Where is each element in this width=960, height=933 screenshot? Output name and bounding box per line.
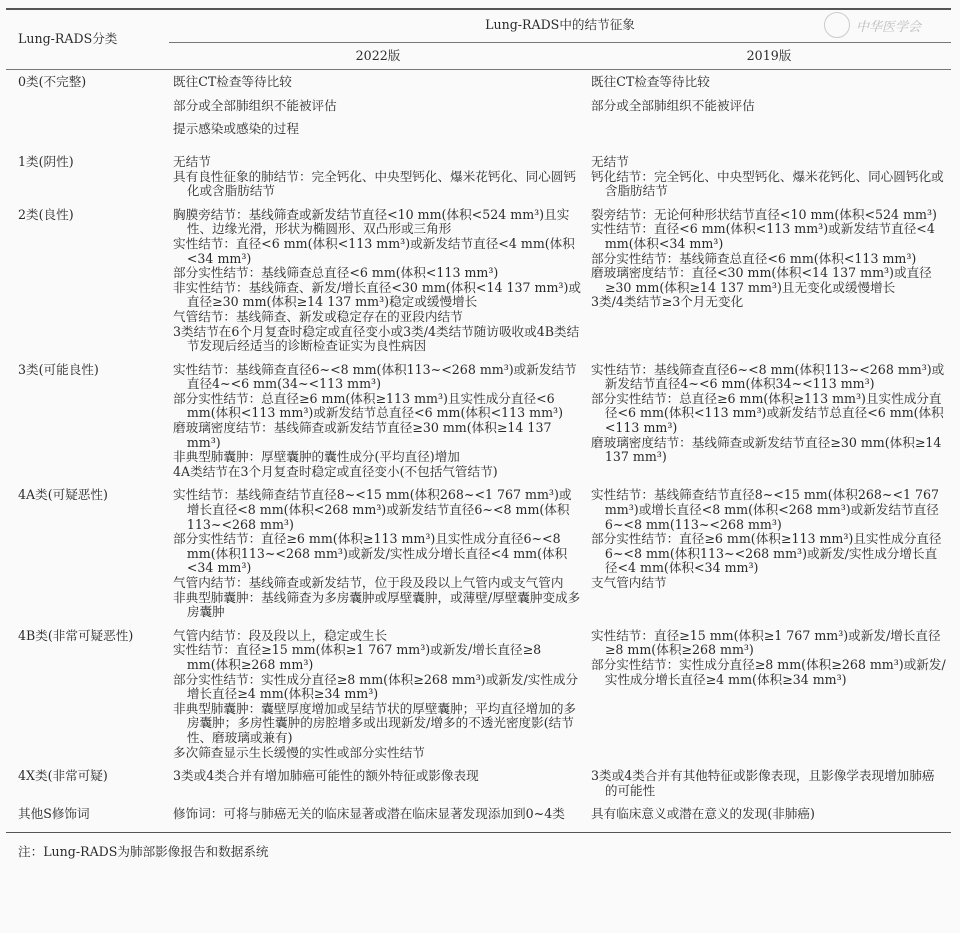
criterion-item: 实性结节：直径≥15 mm(体积≥1 767 mm³)或新发/增长直径≥8 mm(体积≥268 mm³)	[173, 642, 542, 672]
v2022-cell	[169, 624, 587, 764]
watermark-logo: 中华医学会	[824, 12, 921, 38]
criterion-item: 实性结节：基线筛查结节直径8~<15 mm(体积268~<1 767 mm³)或增长直径<8 mm(体积<268 mm³)或新发结节直径6~<8 mm(体积113~<268 mm³)	[173, 487, 572, 532]
criterion-item: 胸膜旁结节：基线筛查或新发结节直径<10 mm(体积<524 mm³)且实性、边缘光滑，形状为椭圆形、双凸形或三角形	[173, 206, 570, 237]
criterion-item: 3类或4类合并有增加肺癌可能性的额外特征或影像表现	[173, 768, 479, 784]
criterion-item: 4A类结节在3个月复查时稳定或直径变小(不包括气管结节)	[173, 463, 498, 479]
criterion-item: 非典型肺囊肿：厚壁囊肿的囊性成分(平均直径)增加	[173, 449, 460, 465]
table-note: 注：Lung-RADS为肺部影像报告和数据系统	[18, 843, 269, 859]
header-2022: 2022版	[169, 42, 587, 70]
criterion-item: 非实性结节：基线筛查、新发/增长直径<30 mm(体积<14 137 mm³)或直径≥30 mm(体积≥14 137 mm³)稳定或缓慢增长	[173, 279, 581, 310]
v2022-cell	[169, 203, 587, 358]
table-row	[6, 802, 951, 832]
criterion-item: 钙化结节：完全钙化、中央型钙化、爆米花钙化、同心圆钙化或含脂肪结节	[591, 168, 944, 199]
v2022-cell	[169, 802, 587, 832]
v2019-cell	[587, 802, 951, 832]
criterion-item: 磨玻璃密度结节：基线筛查或新发结节直径≥30 mm(体积≥14 137 mm³)	[591, 434, 942, 465]
seal-icon	[824, 12, 850, 38]
criterion-item: 磨玻璃密度结节：直径<30 mm(体积<14 137 mm³)或直径≥30 mm(体积≥14 137 mm³)且无变化或缓慢增长	[591, 265, 932, 295]
table-row	[6, 358, 951, 484]
v2022-cell	[169, 358, 587, 484]
header-group: Lung-RADS中的结节征象	[169, 9, 951, 42]
criterion-item: 部分实性结节：总直径≥6 mm(体积≥113 mm³)且实性成分直径<6 mm(体积<113 mm³)或新发结节总直径<6 mm(体积<113 mm³)	[173, 390, 564, 421]
criterion-item: 部分实性结节：实性成分直径≥8 mm(体积≥268 mm³)或新发/实性成分增长直径≥4 mm(体积≥34 mm³)	[591, 656, 946, 687]
table-row	[6, 150, 951, 203]
v2019-cell	[587, 150, 951, 203]
criterion-item: 支气管内结节	[591, 575, 667, 590]
criterion-item: 多次筛查显示生长缓慢的实性或部分实性结节	[173, 744, 425, 760]
criterion-item: 部分实性结节：直径≥6 mm(体积≥113 mm³)且实性成分直径6~<8 mm(体积113~<268 mm³)或新发/实性成分增长直径<4 mm(体积<34 mm³)	[591, 531, 942, 576]
criterion-item: 无结节	[591, 153, 629, 169]
criterion-item: 具有良性征象的肺结节：完全钙化、中央型钙化、爆米花钙化、同心圆钙化或含脂肪结节	[173, 168, 576, 199]
criterion-item: 3类/4类结节≥3个月无变化	[591, 294, 744, 310]
criterion-item: 3类结节在6个月复查时稳定或直径变小或3类/4类结节随访吸收或4B类结节发现后经适当的诊断检查证实为良性病因	[173, 323, 580, 354]
v2019-cell	[587, 764, 951, 802]
table-row	[6, 70, 951, 150]
criterion-item: 裂旁结节：无论何种形状结节直径<10 mm(体积<524 mm³)	[591, 206, 937, 222]
criterion-item: 部分或全部肺组织不能被评估	[173, 97, 337, 113]
v2019-cell	[587, 70, 951, 150]
criterion-item: 实性结节：基线筛查直径6~<8 mm(体积113~<268 mm³)或新发结节直径4~<6 mm(体积34~<113 mm³)	[591, 361, 945, 392]
table-row	[6, 483, 951, 623]
v2019-cell	[587, 624, 951, 764]
criterion-item: 部分实性结节：实性成分直径≥8 mm(体积≥268 mm³)或新发/实性成分增长直径≥4 mm(体积≥34 mm³)	[173, 671, 579, 702]
criterion-item: 非典型肺囊肿：基线筛查为多房囊肿或厚壁囊肿，或薄壁/厚壁囊肿变成多房囊肿	[173, 589, 581, 620]
criterion-item: 部分或全部肺组织不能被评估	[591, 97, 755, 113]
criterion-item: 磨玻璃密度结节：基线筛查或新发结节直径≥30 mm(体积≥14 137 mm³)	[173, 420, 552, 450]
category-cell: 4B类(非常可疑恶性)	[18, 627, 134, 643]
criterion-item: 实性结节：直径<6 mm(体积<113 mm³)或新发结节直径<4 mm(体积<34 mm³)	[591, 221, 935, 251]
criterion-item: 实性结节：基线筛查结节直径8~<15 mm(体积268~<1 767 mm³)或增长直径<8 mm(体积<268 mm³)或新发结节直径6~<8 mm(113~<268 mm³)	[591, 487, 940, 532]
criterion-item: 实性结节：直径≥15 mm(体积≥1 767 mm³)或新发/增长直径≥8 mm(体积≥268 mm³)	[591, 627, 941, 658]
table-row	[6, 624, 951, 764]
header-2019: 2019版	[587, 42, 951, 70]
v2019-cell	[587, 483, 951, 623]
v2019-cell	[587, 203, 951, 358]
category-cell: 0类(不完整)	[18, 74, 87, 90]
v2022-cell	[169, 764, 587, 802]
criterion-item: 既往CT检查等待比较	[173, 74, 292, 90]
criterion-item: 无结节	[173, 153, 211, 169]
document	[6, 0, 951, 860]
criterion-item: 部分实性结节：基线筛查总直径<6 mm(体积<113 mm³)	[173, 265, 499, 281]
criterion-item: 3类或4类合并有其他特征或影像表现，且影像学表现增加肺癌的可能性	[591, 768, 935, 798]
category-cell: 2类(良性)	[18, 206, 74, 222]
criterion-item: 提示感染或感染的过程	[173, 121, 299, 137]
criterion-item: 具有临床意义或潜在意义的发现(非肺癌)	[591, 806, 815, 822]
v2022-cell	[169, 150, 587, 203]
criterion-item: 非典型肺囊肿：囊壁厚度增加或呈结节状的厚壁囊肿；平均直径增加的多房囊肿；多房性囊肿的房腔增多或出现新发/增多的不透光密度影(结节性、磨玻璃或兼有)	[173, 700, 576, 745]
category-cell: 4A类(可疑恶性)	[18, 487, 108, 503]
v2022-cell	[169, 70, 587, 150]
criterion-item: 部分实性结节：直径≥6 mm(体积≥113 mm³)且实性成分直径6~<8 mm(体积113~<268 mm³)或新发/实性成分增长直径<4 mm(体积<34 mm³)	[173, 531, 568, 576]
v2019-cell	[587, 358, 951, 484]
header-category: Lung-RADS分类	[6, 9, 169, 70]
category-cell: 1类(阴性)	[18, 153, 74, 169]
criterion-item: 修饰词：可将与肺癌无关的临床显著或潜在临床显著发现添加到0~4类	[173, 806, 565, 822]
criterion-item: 既往CT检查等待比较	[591, 74, 710, 90]
criterion-item: 实性结节：直径<6 mm(体积<113 mm³)或新发结节直径<4 mm(体积<34 mm³)	[173, 235, 575, 266]
table-row	[6, 764, 951, 802]
criterion-item: 气管内结节：段及段以上，稳定或生长	[173, 627, 388, 643]
criterion-item: 气管结节：基线筛查、新发或稳定存在的亚段内结节	[173, 308, 463, 324]
lung-rads-table	[6, 8, 951, 833]
v2022-cell	[169, 483, 587, 623]
category-cell: 3类(可能良性)	[18, 361, 99, 377]
criterion-item: 部分实性结节：总直径≥6 mm(体积≥113 mm³)且实性成分直径<6 mm(体积<113 mm³)或新发结节总直径<6 mm(体积<113 mm³)	[591, 390, 944, 436]
category-cell: 其他S修饰词	[6, 802, 169, 832]
criterion-item: 气管内结节：基线筛查或新发结节，位于段及段以上气管内或支气管内	[173, 575, 564, 590]
criterion-item: 部分实性结节：基线筛查总直径<6 mm(体积<113 mm³)	[591, 250, 917, 266]
category-cell: 4X类(非常可疑)	[18, 768, 108, 784]
table-row	[6, 203, 951, 358]
criterion-item: 实性结节：基线筛查直径6~<8 mm(体积113~<268 mm³)或新发结节直径4~<6 mm(34~<113 mm³)	[173, 361, 577, 392]
